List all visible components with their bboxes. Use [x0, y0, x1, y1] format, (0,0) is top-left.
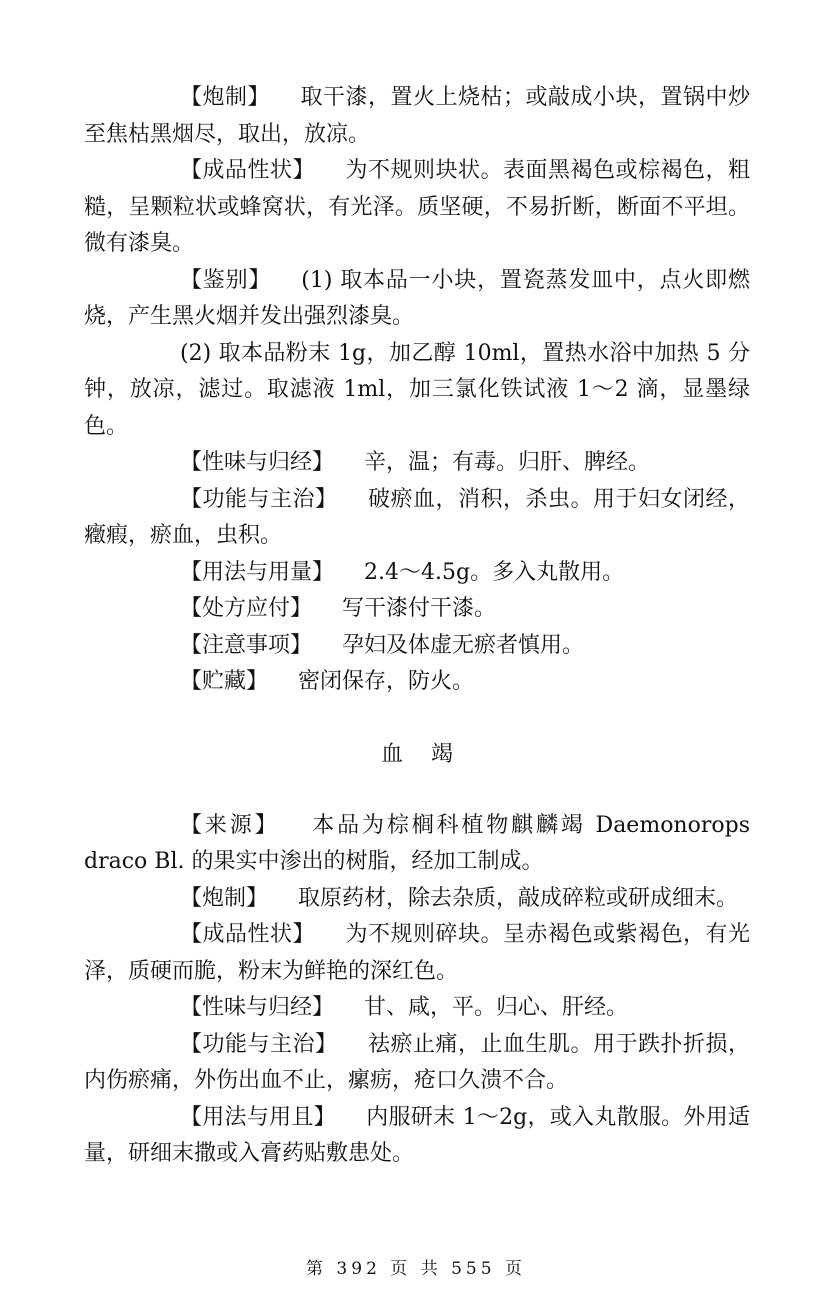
paragraph-text: 2.4～4.5g。多入丸散用。	[364, 559, 625, 585]
paragraph-text: 破瘀血，消积，杀虫。用于妇女闭经，癥瘕，瘀血，虫积。	[84, 486, 750, 548]
section-heading: 【来源】	[180, 812, 280, 838]
paragraph-text: 写干漆付干漆。	[342, 596, 497, 621]
section-heading: 【性味与归经】	[180, 450, 335, 475]
paragraph-chufang	[84, 591, 750, 628]
paragraph-text: 本品为棕榈科植物麒麟竭 Daemonorops draco Bl. 的果实中渗出的树脂，经加工制成。	[84, 812, 750, 874]
paragraph-jianbie	[84, 263, 750, 336]
paragraph-xingwei-2	[84, 990, 750, 1027]
paragraph-gongneng	[84, 482, 750, 555]
paragraph-text: 密闭保存，防火。	[298, 669, 475, 694]
paragraph-gongneng-2	[84, 1027, 750, 1100]
section-heading: 【功能与主治】	[180, 486, 338, 512]
section-heading: 【用法与用且】	[180, 1104, 336, 1130]
section-heading: 【炮制】	[180, 885, 269, 911]
paragraph-jianbie-2	[84, 336, 750, 446]
paragraph-xingzhuang-2	[84, 917, 750, 990]
paragraph-text: 孕妇及体虚无瘀者慎用。	[342, 632, 585, 658]
paragraph-text: 为不规则碎块。呈赤褐色或紫褐色，有光泽，质硬而脆，粉末为鲜艳的深红色。	[84, 922, 750, 984]
paragraph-text: (1) 取本品一小块，置瓷蒸发皿中，点火即燃烧，产生黑火烟并发出强烈漆臭。	[84, 267, 750, 329]
section-heading: 【鉴别】	[180, 267, 272, 293]
paragraph-zhuyi	[84, 628, 750, 665]
section-heading: 【用法与用量】	[180, 559, 335, 585]
paragraph-text: 内服研末 1～2g，或入丸散服。外用适量，研细末撒或入膏药贴敷患处。	[84, 1104, 750, 1166]
entry-title: 血竭	[380, 741, 481, 767]
paragraph-text: 祛瘀止痛，止血生肌。用于跌扑折损，内伤瘀痛，外伤出血不止，瘰疬，疮口久溃不合。	[84, 1031, 750, 1093]
section-heading: 【成品性状】	[180, 922, 315, 947]
paragraph-text: 甘、咸，平。归心、肝经。	[364, 995, 629, 1020]
paragraph-paozhi-2	[84, 881, 750, 918]
paragraph-text: 取原药材，除去杂质，敲成碎粒或研成细末。	[298, 885, 739, 911]
page-number-footer: 第 392 页 共 555 页	[306, 1259, 526, 1279]
document-page	[84, 80, 750, 1173]
paragraph-text: (2) 取本品粉末 1g，加乙醇 10ml，置热水浴中加热 5 分钟，放凉，滤过。取滤液 1ml，加三氯化铁试液 1～2 滴，显墨绿色。	[84, 340, 750, 439]
section-heading: 【成品性状】	[180, 158, 315, 183]
paragraph-yongfa-2	[84, 1100, 750, 1173]
section-heading: 【性味与归经】	[180, 995, 335, 1020]
paragraph-text: 取干漆，置火上烧枯；或敲成小块，置锅中炒至焦枯黑烟尽，取出，放凉。	[84, 85, 750, 147]
section-heading: 【注意事项】	[180, 632, 313, 658]
section-heading: 【功能与主治】	[180, 1031, 338, 1057]
paragraph-paozhi	[84, 80, 750, 153]
paragraph-laiyuan	[84, 808, 750, 881]
paragraph-text: 为不规则块状。表面黑褐色或棕褐色，粗糙，呈颗粒状或蜂窝状，有光泽。质坚硬，不易折断，断面不平坦。微有漆臭。	[84, 158, 750, 256]
paragraph-xingwei	[84, 445, 750, 482]
paragraph-text: 辛，温；有毒。归肝、脾经。	[364, 450, 651, 475]
section-heading: 【炮制】	[180, 85, 270, 110]
section-heading: 【贮藏】	[180, 669, 269, 694]
paragraph-zhucang	[84, 664, 750, 701]
section-heading: 【处方应付】	[180, 596, 313, 621]
paragraph-xingzhuang	[84, 153, 750, 263]
paragraph-yongfa	[84, 555, 750, 592]
